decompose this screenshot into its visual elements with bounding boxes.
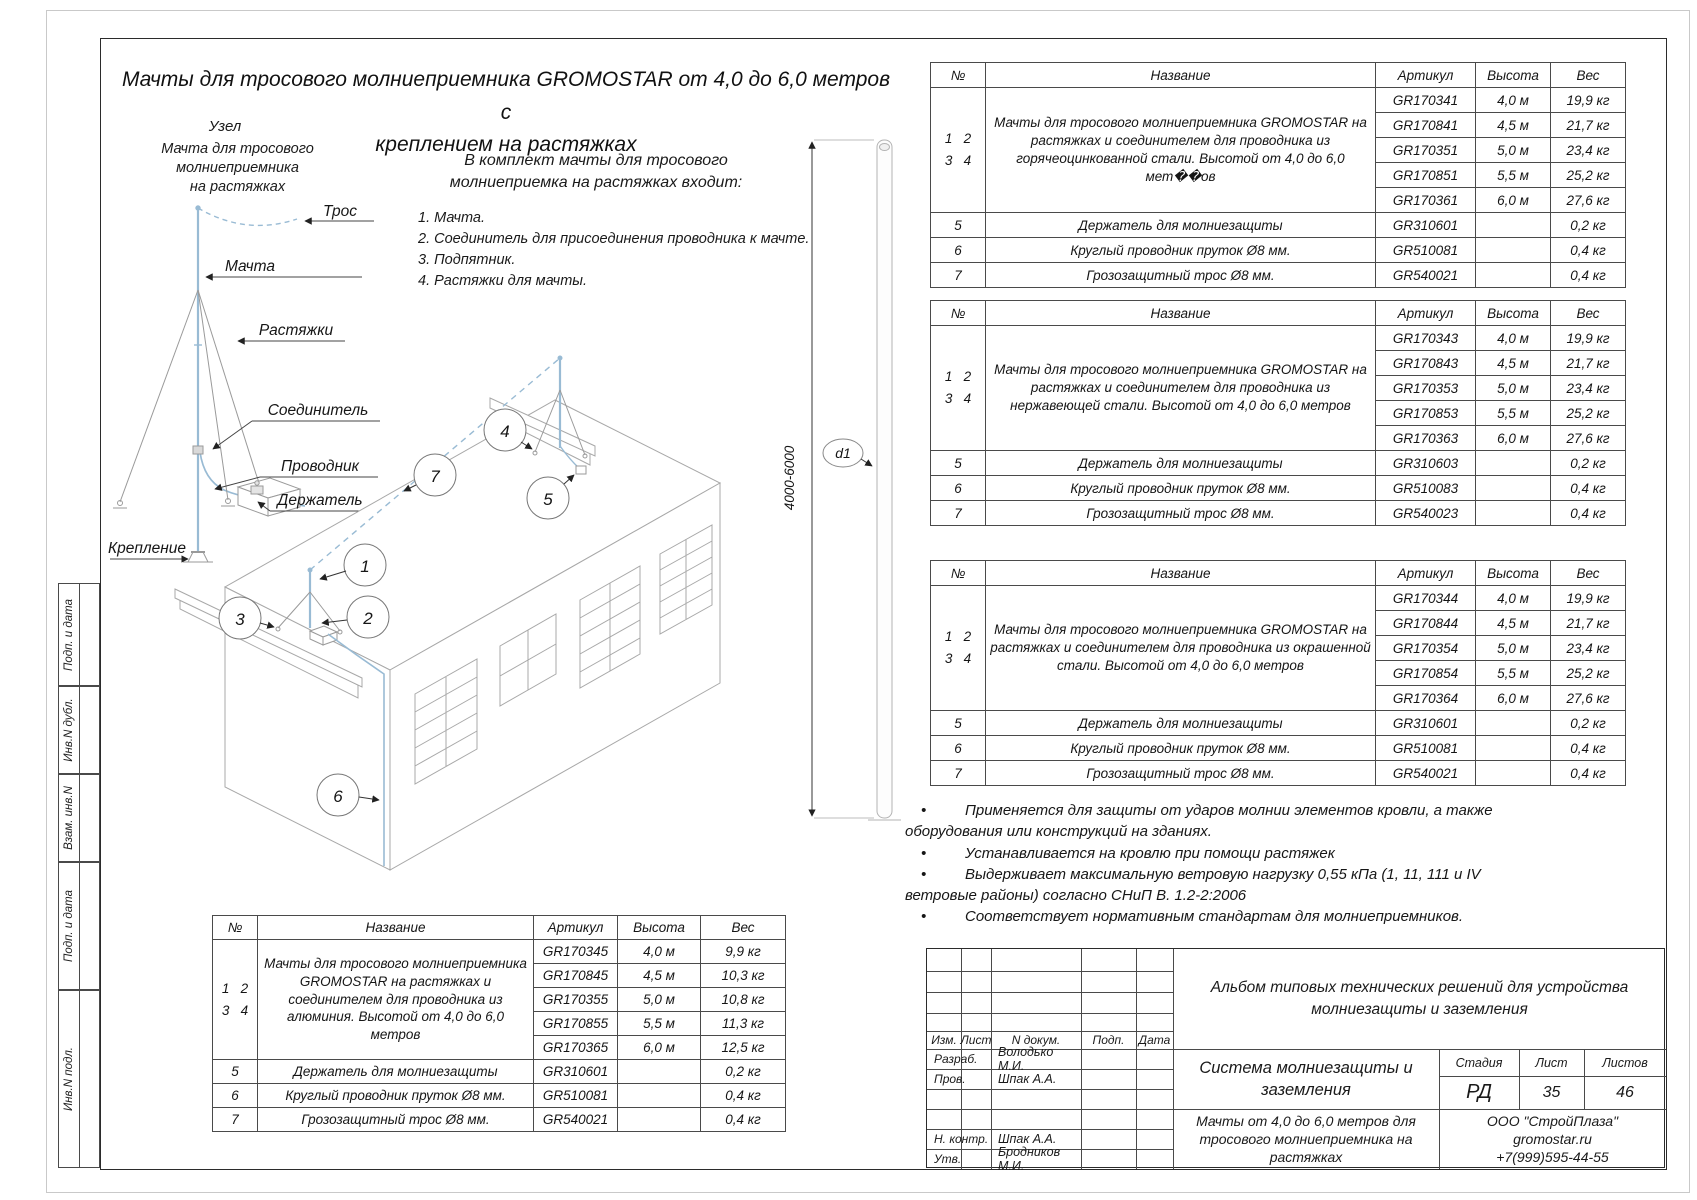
bullet-icon: • xyxy=(921,865,927,883)
svg-text:7: 7 xyxy=(430,467,440,486)
cell-article: GR170345 xyxy=(534,940,618,964)
cell-article: GR170341 xyxy=(1376,88,1476,113)
cell-article: GR170343 xyxy=(1376,326,1476,351)
kit-item: 1. Мачта. xyxy=(418,210,485,226)
svg-text:1: 1 xyxy=(360,557,370,576)
cell-weight: 0,4 кг xyxy=(701,1108,786,1132)
diameter-label: d1 xyxy=(835,445,851,461)
tb-name: Володько М.И. xyxy=(998,1045,1054,1073)
cell-article: GR170845 xyxy=(534,964,618,988)
cell-weight: 9,9 кг xyxy=(701,940,786,964)
side-strip-label: Взам. инв.N xyxy=(59,775,80,861)
cell-weight: 19,9 кг xyxy=(1551,326,1626,351)
cell-weight: 21,7 кг xyxy=(1551,351,1626,376)
tb-role: Разраб. xyxy=(934,1052,978,1066)
cell-article: GR540021 xyxy=(534,1108,618,1132)
cell-article: GR170855 xyxy=(534,1012,618,1036)
cell-article: GR540021 xyxy=(1376,263,1476,288)
tb-name: Шпак А.А. xyxy=(998,1072,1057,1086)
cell-height: 4,0 м xyxy=(1476,586,1551,611)
table-row xyxy=(213,940,786,964)
header-article: Артикул xyxy=(1376,561,1476,586)
cell-name: Держатель для молниезащиты xyxy=(258,1060,534,1084)
table-header-row xyxy=(931,301,1626,326)
cell-name: Круглый проводник пруток Ø8 мм. xyxy=(986,476,1376,501)
cell-weight: 0,4 кг xyxy=(1551,476,1626,501)
kit-item: 4. Растяжки для мачты. xyxy=(418,273,587,289)
cell-weight: 23,4 кг xyxy=(1551,376,1626,401)
cell-height: 5,0 м xyxy=(1476,138,1551,163)
table-row xyxy=(931,586,1626,611)
header-name: Название xyxy=(258,916,534,940)
table-row xyxy=(931,238,1626,263)
side-strip-label: Инв.N дубл. xyxy=(59,687,80,773)
cell-numbers: 1 2 3 4 xyxy=(931,88,986,213)
cell-height-empty xyxy=(1476,263,1551,288)
cell-height-empty xyxy=(1476,213,1551,238)
spec-table-galvanized xyxy=(930,62,1626,288)
note-item: • Устанавливается на кровлю при помощи растяжек xyxy=(905,843,1517,864)
cell-weight: 12,5 кг xyxy=(701,1036,786,1060)
side-strip-label: Инв.N подл. xyxy=(59,991,80,1167)
cell-number: 6 xyxy=(931,238,986,263)
cell-name: Держатель для молниезащиты xyxy=(986,711,1376,736)
mast-dimension-drawing xyxy=(770,120,910,860)
cell-weight: 11,3 кг xyxy=(701,1012,786,1036)
tb-sheet-label: Лист xyxy=(1535,1055,1568,1070)
kit-item: 2. Соединитель для присоединения проводника к мачте. xyxy=(418,231,810,247)
bullet-icon: • xyxy=(921,802,927,819)
tb-stage-label: Стадия xyxy=(1455,1055,1503,1070)
cell-number: 5 xyxy=(931,451,986,476)
header-height: Высота xyxy=(1476,63,1551,88)
cell-name: Грозозащитный трос Ø8 мм. xyxy=(986,263,1376,288)
kit-heading-line2: молниеприемка на растяжках входит: xyxy=(449,173,743,191)
cell-name: Мачты для тросового молниеприемника GROMOSTAR на растяжках и соединителем для проводника из алюминия. Высотой от 4,0 до 6,0 метров xyxy=(258,940,534,1060)
cell-article: GR170365 xyxy=(534,1036,618,1060)
cell-weight: 23,4 кг xyxy=(1551,636,1626,661)
cell-weight: 0,4 кг xyxy=(1551,736,1626,761)
cell-article: GR310601 xyxy=(1376,711,1476,736)
bullet-icon: • xyxy=(921,844,927,862)
cell-weight: 0,4 кг xyxy=(1551,263,1626,288)
tb-role: Пров. xyxy=(934,1072,966,1086)
cell-article: GR510081 xyxy=(1376,736,1476,761)
table-row xyxy=(213,1060,786,1084)
cell-height: 4,5 м xyxy=(1476,351,1551,376)
cell-article: GR170851 xyxy=(1376,163,1476,188)
cell-height-empty xyxy=(618,1060,701,1084)
header-article: Артикул xyxy=(534,916,618,940)
table-header-row xyxy=(931,561,1626,586)
cell-article: GR170843 xyxy=(1376,351,1476,376)
tb-col-podp: Подп. xyxy=(1092,1033,1125,1047)
cell-height: 4,5 м xyxy=(1476,113,1551,138)
cell-weight: 25,2 кг xyxy=(1551,401,1626,426)
cell-weight: 19,9 кг xyxy=(1551,586,1626,611)
tb-sheet-value: 35 xyxy=(1542,1083,1561,1101)
cell-weight: 19,9 кг xyxy=(1551,88,1626,113)
table-row xyxy=(931,88,1626,113)
cell-height: 5,0 м xyxy=(1476,636,1551,661)
cell-article: GR170364 xyxy=(1376,686,1476,711)
cell-height-empty xyxy=(1476,501,1551,526)
cell-name: Держатель для молниезащиты xyxy=(986,451,1376,476)
tb-sheets-label: Листов xyxy=(1602,1055,1648,1070)
notes-list xyxy=(905,800,1517,928)
cell-weight: 0,2 кг xyxy=(701,1060,786,1084)
header-weight: Вес xyxy=(1551,301,1626,326)
cell-height: 4,0 м xyxy=(1476,326,1551,351)
cell-height: 5,5 м xyxy=(1476,661,1551,686)
cell-number: 5 xyxy=(931,711,986,736)
cell-weight: 0,4 кг xyxy=(1551,501,1626,526)
table-header-row xyxy=(213,916,786,940)
tb-album-title: Альбом типовых технических решений для устройства молниезащиты и заземления xyxy=(1210,978,1629,1018)
header-article: Артикул xyxy=(1376,63,1476,88)
table-row xyxy=(931,263,1626,288)
tb-role: Утв. xyxy=(934,1152,962,1166)
cell-number: 7 xyxy=(931,263,986,288)
cell-article: GR170351 xyxy=(1376,138,1476,163)
cell-article: GR510083 xyxy=(1376,476,1476,501)
header-height: Высота xyxy=(1476,301,1551,326)
header-height: Высота xyxy=(618,916,701,940)
cell-article: GR540021 xyxy=(1376,761,1476,786)
cell-weight: 21,7 кг xyxy=(1551,113,1626,138)
tb-col-data: Дата xyxy=(1138,1033,1171,1047)
cell-article: GR170355 xyxy=(534,988,618,1012)
side-strip-cell xyxy=(58,583,100,686)
table-row xyxy=(213,1108,786,1132)
bullet-icon: • xyxy=(921,908,927,926)
cell-height-empty xyxy=(1476,711,1551,736)
svg-text:3: 3 xyxy=(235,610,245,629)
cell-weight: 21,7 кг xyxy=(1551,611,1626,636)
cell-name: Круглый проводник пруток Ø8 мм. xyxy=(258,1084,534,1108)
cell-numbers: 1 2 3 4 xyxy=(931,586,986,711)
cell-height-empty xyxy=(1476,736,1551,761)
header-number: № xyxy=(931,561,986,586)
cell-weight: 27,6 кг xyxy=(1551,426,1626,451)
cell-height: 6,0 м xyxy=(1476,426,1551,451)
cell-name: Грозозащитный трос Ø8 мм. xyxy=(986,501,1376,526)
cell-article: GR170841 xyxy=(1376,113,1476,138)
header-number: № xyxy=(931,63,986,88)
cell-name: Мачты для тросового молниеприемника GROMOSTAR на растяжках и соединителем для проводника из окрашенной стали. Высотой от 4,0 до 6,0 метров xyxy=(986,586,1376,711)
cell-height: 6,0 м xyxy=(618,1036,701,1060)
cell-height: 4,5 м xyxy=(618,964,701,988)
cell-article: GR310601 xyxy=(534,1060,618,1084)
svg-text:5: 5 xyxy=(543,490,553,509)
cell-height-empty xyxy=(1476,451,1551,476)
tb-object-name: Мачты от 4,0 до 6,0 метров для тросового молниеприемника на растяжках xyxy=(1196,1112,1416,1166)
label-holder: Держатель xyxy=(277,492,363,509)
header-article: Артикул xyxy=(1376,301,1476,326)
cell-number: 7 xyxy=(213,1108,258,1132)
cell-number: 7 xyxy=(931,501,986,526)
tb-role: Н. контр. xyxy=(934,1132,989,1146)
label-conductor: Проводник xyxy=(281,458,359,475)
cell-height-empty xyxy=(618,1084,701,1108)
cell-name: Круглый проводник пруток Ø8 мм. xyxy=(986,736,1376,761)
table-row xyxy=(931,711,1626,736)
cell-number: 5 xyxy=(213,1060,258,1084)
kit-heading-line1: В комплект мачты для тросового xyxy=(464,152,728,169)
tb-name xyxy=(991,1109,1081,1129)
cell-weight: 23,4 кг xyxy=(1551,138,1626,163)
cell-height: 4,5 м xyxy=(1476,611,1551,636)
page-title-line2: креплением на растяжках xyxy=(375,133,637,157)
tb-company-phone: +7(999)595-44-55 xyxy=(1496,1149,1609,1166)
tb-sheets-value: 46 xyxy=(1616,1083,1634,1101)
building-isometric-drawing xyxy=(150,340,770,910)
cell-numbers: 1 2 3 4 xyxy=(931,326,986,451)
cell-height: 4,0 м xyxy=(618,940,701,964)
tb-col-list: Лист xyxy=(960,1033,992,1047)
cell-name: Мачты для тросового молниеприемника GROMOSTAR на растяжках и соединителем для проводника из нержавеющей стали. Высотой от 4,0 до 6,0 метров xyxy=(986,326,1376,451)
cell-name: Грозозащитный трос Ø8 мм. xyxy=(986,761,1376,786)
cell-weight: 0,4 кг xyxy=(1551,238,1626,263)
label-mast: Мачта xyxy=(224,258,276,275)
cell-article: GR540023 xyxy=(1376,501,1476,526)
cell-height: 6,0 м xyxy=(1476,686,1551,711)
cell-number: 7 xyxy=(931,761,986,786)
tb-system-name: Система молниезащиты и заземления xyxy=(1199,1058,1413,1099)
node-subtitle-line2: на растяжках xyxy=(189,178,286,195)
spec-table-stainless xyxy=(930,300,1626,526)
table-row xyxy=(931,736,1626,761)
header-name: Название xyxy=(986,561,1376,586)
cell-height: 5,0 м xyxy=(1476,376,1551,401)
note-item: • Выдерживает максимальную ветровую нагрузку 0,55 кПа (1, 11, 111 и IV ветровые районы) согласно СНиП В. 1.2-2:2006 xyxy=(905,865,1481,905)
cell-number: 5 xyxy=(931,213,986,238)
side-strip-cell xyxy=(58,686,100,774)
cell-article: GR170854 xyxy=(1376,661,1476,686)
header-weight: Вес xyxy=(701,916,786,940)
title-block xyxy=(926,948,1665,1173)
spec-table-painted xyxy=(930,560,1626,786)
cell-name: Круглый проводник пруток Ø8 мм. xyxy=(986,238,1376,263)
cell-weight: 10,3 кг xyxy=(701,964,786,988)
table-row xyxy=(931,761,1626,786)
header-weight: Вес xyxy=(1551,63,1626,88)
tb-name xyxy=(991,1089,1081,1109)
side-strip-cell xyxy=(58,774,100,862)
cell-article: GR170344 xyxy=(1376,586,1476,611)
side-strip-cell xyxy=(58,862,100,990)
cell-article: GR310603 xyxy=(1376,451,1476,476)
cell-weight: 25,2 кг xyxy=(1551,661,1626,686)
cell-article: GR310601 xyxy=(1376,213,1476,238)
note-item: • Применяется для защиты от ударов молнии элементов кровли, а также оборудования или конструкций на зданиях. xyxy=(905,802,1493,841)
cell-weight: 27,6 кг xyxy=(1551,686,1626,711)
cell-article: GR170353 xyxy=(1376,376,1476,401)
header-height: Высота xyxy=(1476,561,1551,586)
header-weight: Вес xyxy=(1551,561,1626,586)
cell-number: 6 xyxy=(931,736,986,761)
tb-role xyxy=(927,1089,991,1109)
spec-table-aluminum xyxy=(212,915,786,1132)
cell-article: GR510081 xyxy=(534,1084,618,1108)
table-row xyxy=(931,213,1626,238)
cell-weight: 27,6 кг xyxy=(1551,188,1626,213)
svg-text:6: 6 xyxy=(333,787,343,806)
side-strip-label: Подп. и дата xyxy=(59,863,80,989)
tb-stage-value: РД xyxy=(1466,1081,1492,1103)
table-row xyxy=(213,1084,786,1108)
tb-company-site: gromostar.ru xyxy=(1513,1130,1592,1147)
cell-height-empty xyxy=(1476,476,1551,501)
cell-height-empty xyxy=(1476,761,1551,786)
cell-article: GR170361 xyxy=(1376,188,1476,213)
table-header-row xyxy=(931,63,1626,88)
svg-text:2: 2 xyxy=(363,609,373,628)
dimension xyxy=(782,140,874,818)
header-number: № xyxy=(931,301,986,326)
table-row xyxy=(931,501,1626,526)
cell-height: 6,0 м xyxy=(1476,188,1551,213)
cell-height: 4,0 м xyxy=(1476,88,1551,113)
tb-name: Шпак А.А. xyxy=(998,1132,1057,1146)
side-strip-label: Подп. и дата xyxy=(59,584,80,685)
dimension-label: 4000-6000 xyxy=(782,445,797,511)
label-guys: Растяжки xyxy=(258,322,334,339)
cell-number: 6 xyxy=(213,1084,258,1108)
label-cable: Трос xyxy=(323,203,357,220)
cell-weight: 0,2 кг xyxy=(1551,451,1626,476)
table-row xyxy=(931,451,1626,476)
label-mount: Крепление xyxy=(107,540,187,557)
cell-article: GR510081 xyxy=(1376,238,1476,263)
table-row xyxy=(931,476,1626,501)
mast-rod xyxy=(868,140,901,820)
cell-height: 5,0 м xyxy=(618,988,701,1012)
svg-text:4: 4 xyxy=(500,422,510,441)
cell-article: GR170354 xyxy=(1376,636,1476,661)
cell-numbers: 1 2 3 4 xyxy=(213,940,258,1060)
tb-col-izm: Изм. xyxy=(931,1033,957,1047)
cell-height: 5,5 м xyxy=(618,1012,701,1036)
cell-article: GR170363 xyxy=(1376,426,1476,451)
cell-weight: 0,2 кг xyxy=(1551,711,1626,736)
cell-article: GR170844 xyxy=(1376,611,1476,636)
header-number: № xyxy=(213,916,258,940)
cell-weight: 0,4 кг xyxy=(1551,761,1626,786)
cell-number: 6 xyxy=(931,476,986,501)
cell-weight: 25,2 кг xyxy=(1551,163,1626,188)
cell-name: Мачты для тросового молниеприемника GROMOSTAR на растяжках и соединителем для проводника из горячеоцинкованной стали. Высотой от 4,0 до 6,0 мет��ов xyxy=(986,88,1376,213)
table-row xyxy=(931,326,1626,351)
tb-name: Бродников М.И. xyxy=(998,1145,1061,1173)
cell-height-empty xyxy=(1476,238,1551,263)
cell-height: 5,5 м xyxy=(1476,401,1551,426)
cell-article: GR170853 xyxy=(1376,401,1476,426)
cell-height-empty xyxy=(618,1108,701,1132)
cell-weight: 10,8 кг xyxy=(701,988,786,1012)
tb-role xyxy=(927,1109,991,1129)
cell-name: Держатель для молниезащиты xyxy=(986,213,1376,238)
cell-name: Грозозащитный трос Ø8 мм. xyxy=(258,1108,534,1132)
cell-weight: 0,2 кг xyxy=(1551,213,1626,238)
page-title-line1: Мачты для тросового молниеприемника GROMOSTAR от 4,0 до 6,0 метров с xyxy=(121,68,891,124)
side-strip-cell xyxy=(58,990,100,1168)
tb-company xyxy=(1439,1109,1666,1169)
cell-weight: 0,4 кг xyxy=(701,1084,786,1108)
cell-height: 5,5 м xyxy=(1476,163,1551,188)
note-item: • Соответствует нормативным стандартам для молниеприемников. xyxy=(905,906,1517,927)
label-connector: Соединитель xyxy=(267,402,369,419)
node-title: Узел xyxy=(208,118,242,135)
kit-item: 3. Подпятник. xyxy=(418,252,516,268)
header-name: Название xyxy=(986,63,1376,88)
tb-col-ndoc: N докум. xyxy=(1011,1033,1061,1047)
header-name: Название xyxy=(986,301,1376,326)
node-subtitle-line1: Мачта для тросового молниеприемника xyxy=(161,141,314,176)
tb-company-name: ООО "СтройПлаза" xyxy=(1486,1112,1619,1129)
